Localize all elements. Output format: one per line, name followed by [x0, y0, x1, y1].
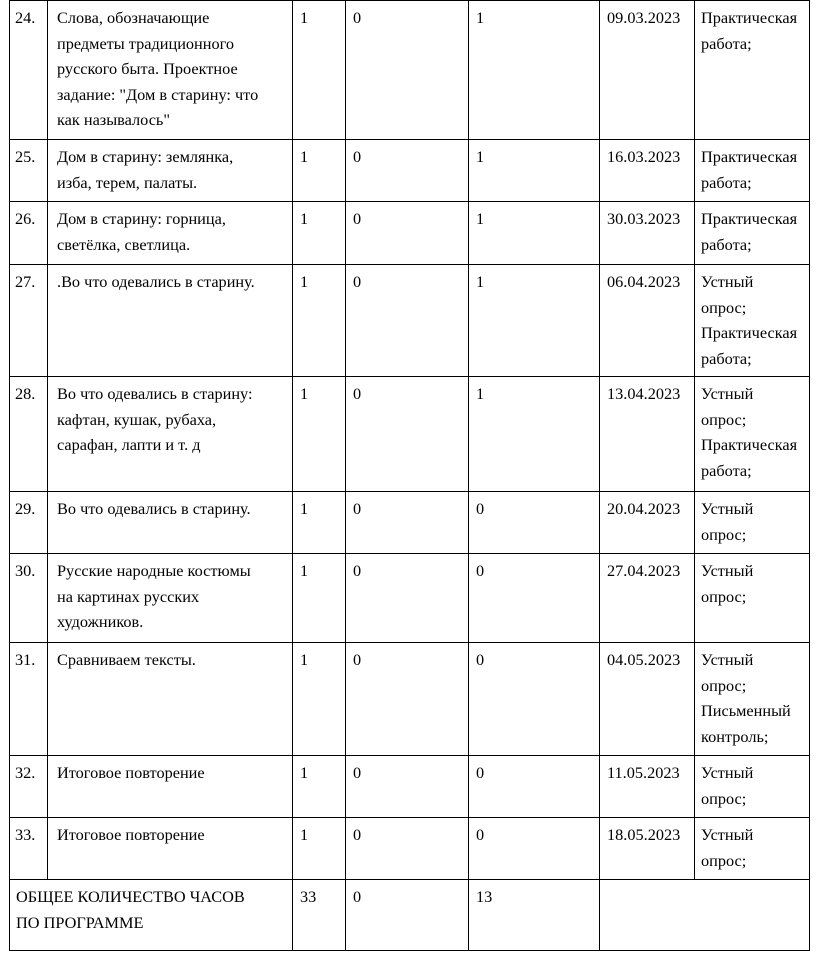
table-row — [10, 265, 810, 377]
lesson-topic-line: светёлка, светлица. — [57, 234, 191, 254]
row-number: 24. — [10, 1, 48, 140]
hours-total: 1 — [293, 377, 346, 492]
lesson-topic — [48, 1, 293, 140]
total-label-line: ПО ПРОГРАММЕ — [16, 912, 144, 932]
row-number: 31. — [10, 643, 48, 756]
control-form-line: Устный — [701, 650, 754, 669]
lesson-topic-line: Слова, обозначающие — [57, 8, 210, 27]
lesson-topic — [48, 492, 293, 554]
hours-total: 1 — [293, 265, 346, 377]
lesson-topic-line: художников. — [57, 612, 144, 631]
control-form — [695, 202, 810, 265]
hours-total: 1 — [293, 554, 346, 643]
table-row — [10, 140, 810, 202]
row-number: 30. — [10, 554, 48, 643]
hours-practical: 1 — [469, 140, 600, 202]
control-form-line: работа; — [701, 460, 752, 480]
hours-practical: 0 — [469, 554, 600, 643]
hours-practical: 1 — [469, 377, 600, 492]
lesson-topic — [48, 756, 293, 818]
lesson-topic — [48, 202, 293, 265]
control-form-line: Письменный — [701, 701, 791, 720]
lesson-topic-line: Итоговое повторение — [57, 825, 205, 844]
hours-practical: 0 — [469, 492, 600, 554]
lesson-topic-line: Дом в старину: землянка, — [57, 147, 234, 166]
hours-total: 1 — [293, 756, 346, 818]
control-form-line: опрос; — [701, 850, 747, 870]
total-practical: 13 — [469, 880, 600, 951]
total-label-line: ОБЩЕЕ КОЛИЧЕСТВО ЧАСОВ — [16, 887, 245, 906]
control-form-line: Практическая — [701, 8, 798, 27]
row-number: 26. — [10, 202, 48, 265]
hours-total: 1 — [293, 492, 346, 554]
hours-total: 1 — [293, 1, 346, 140]
hours-control: 0 — [346, 492, 469, 554]
control-form-line: Устный — [701, 384, 754, 403]
lesson-date: 16.03.2023 — [600, 140, 695, 202]
table-row — [10, 1, 810, 140]
hours-practical: 1 — [469, 265, 600, 377]
lesson-date: 04.05.2023 — [600, 643, 695, 756]
control-form-line: опрос; — [701, 586, 747, 606]
control-form-line: опрос; — [701, 297, 747, 317]
lesson-topic-line: изба, терем, палаты. — [57, 172, 198, 192]
hours-control: 0 — [346, 377, 469, 492]
total-control: 0 — [346, 880, 469, 951]
lesson-topic-line: предметы традиционного — [57, 33, 235, 53]
lesson-topic-line: русского быта. Проектное — [57, 59, 238, 78]
hours-total: 1 — [293, 643, 346, 756]
lesson-date: 18.05.2023 — [600, 818, 695, 880]
row-number: 33. — [10, 818, 48, 880]
table-row — [10, 643, 810, 756]
control-form-line: контроль; — [701, 726, 769, 746]
table-row — [10, 554, 810, 643]
lesson-date: 20.04.2023 — [600, 492, 695, 554]
row-number: 29. — [10, 492, 48, 554]
hours-practical: 0 — [469, 818, 600, 880]
lesson-date: 13.04.2023 — [600, 377, 695, 492]
lesson-date: 09.03.2023 — [600, 1, 695, 140]
control-form-line: Практическая — [701, 323, 798, 342]
control-form-line: Практическая — [701, 209, 798, 228]
control-form-line: опрос; — [701, 675, 747, 695]
total-label — [10, 880, 293, 951]
lesson-topic — [48, 818, 293, 880]
lesson-date: 11.05.2023 — [600, 756, 695, 818]
control-form-line: опрос; — [701, 788, 747, 808]
control-form — [695, 756, 810, 818]
hours-control: 0 — [346, 140, 469, 202]
control-form — [695, 1, 810, 140]
total-row — [10, 880, 810, 951]
hours-total: 1 — [293, 818, 346, 880]
control-form-line: Устный — [701, 499, 754, 518]
control-form — [695, 140, 810, 202]
control-form-line: опрос; — [701, 524, 747, 544]
hours-control: 0 — [346, 554, 469, 643]
curriculum-table — [9, 0, 810, 951]
hours-practical: 1 — [469, 1, 600, 140]
lesson-topic — [48, 554, 293, 643]
table-row — [10, 756, 810, 818]
row-number: 25. — [10, 140, 48, 202]
control-form-line: работа; — [701, 348, 752, 368]
lesson-topic — [48, 265, 293, 377]
hours-control: 0 — [346, 643, 469, 756]
hours-control: 0 — [346, 818, 469, 880]
hours-total: 1 — [293, 140, 346, 202]
control-form-line: Устный — [701, 561, 754, 580]
hours-control: 0 — [346, 265, 469, 377]
hours-control: 0 — [346, 202, 469, 265]
control-form-line: Устный — [701, 272, 754, 291]
lesson-topic-line: Во что одевались в старину: — [57, 384, 253, 403]
hours-control: 0 — [346, 1, 469, 140]
row-number: 28. — [10, 377, 48, 492]
control-form — [695, 377, 810, 492]
control-form-line: Практическая — [701, 435, 798, 454]
lesson-topic-line: Во что одевались в старину. — [57, 499, 251, 518]
row-number: 32. — [10, 756, 48, 818]
hours-total: 1 — [293, 202, 346, 265]
lesson-topic-line: как называлось" — [57, 110, 170, 129]
table-body — [10, 1, 810, 951]
table-row — [10, 202, 810, 265]
control-form-line: Практическая — [701, 147, 798, 166]
hours-practical: 1 — [469, 202, 600, 265]
control-form — [695, 554, 810, 643]
lesson-topic-line: Дом в старину: горница, — [57, 209, 226, 228]
lesson-topic-line: Сравниваем тексты. — [57, 650, 196, 669]
lesson-topic-line: кафтан, кушак, рубаха, — [57, 409, 217, 429]
control-form — [695, 492, 810, 554]
control-form — [695, 265, 810, 377]
table-row — [10, 492, 810, 554]
table-row — [10, 377, 810, 492]
row-number: 27. — [10, 265, 48, 377]
total-hours: 33 — [293, 880, 346, 951]
lesson-date: 27.04.2023 — [600, 554, 695, 643]
lesson-topic — [48, 140, 293, 202]
lesson-date: 30.03.2023 — [600, 202, 695, 265]
lesson-topic — [48, 377, 293, 492]
table-row — [10, 818, 810, 880]
lesson-topic — [48, 643, 293, 756]
control-form-line: работа; — [701, 172, 752, 192]
lesson-topic-line: сарафан, лапти и т. д — [57, 435, 201, 454]
total-empty-cell — [600, 880, 810, 951]
control-form-line: Устный — [701, 763, 754, 782]
lesson-topic-line: Русские народные костюмы — [57, 561, 251, 580]
hours-practical: 0 — [469, 643, 600, 756]
lesson-topic-line: задание: "Дом в старину: что — [57, 84, 259, 104]
control-form-line: Устный — [701, 825, 754, 844]
control-form — [695, 643, 810, 756]
control-form-line: работа; — [701, 33, 752, 53]
hours-practical: 0 — [469, 756, 600, 818]
control-form-line: работа; — [701, 234, 752, 254]
control-form-line: опрос; — [701, 409, 747, 429]
control-form — [695, 818, 810, 880]
lesson-topic-line: на картинах русских — [57, 586, 200, 606]
lesson-topic-line: Итоговое повторение — [57, 763, 205, 782]
hours-control: 0 — [346, 756, 469, 818]
lesson-topic-line: .Во что одевались в старину. — [57, 272, 255, 291]
lesson-date: 06.04.2023 — [600, 265, 695, 377]
